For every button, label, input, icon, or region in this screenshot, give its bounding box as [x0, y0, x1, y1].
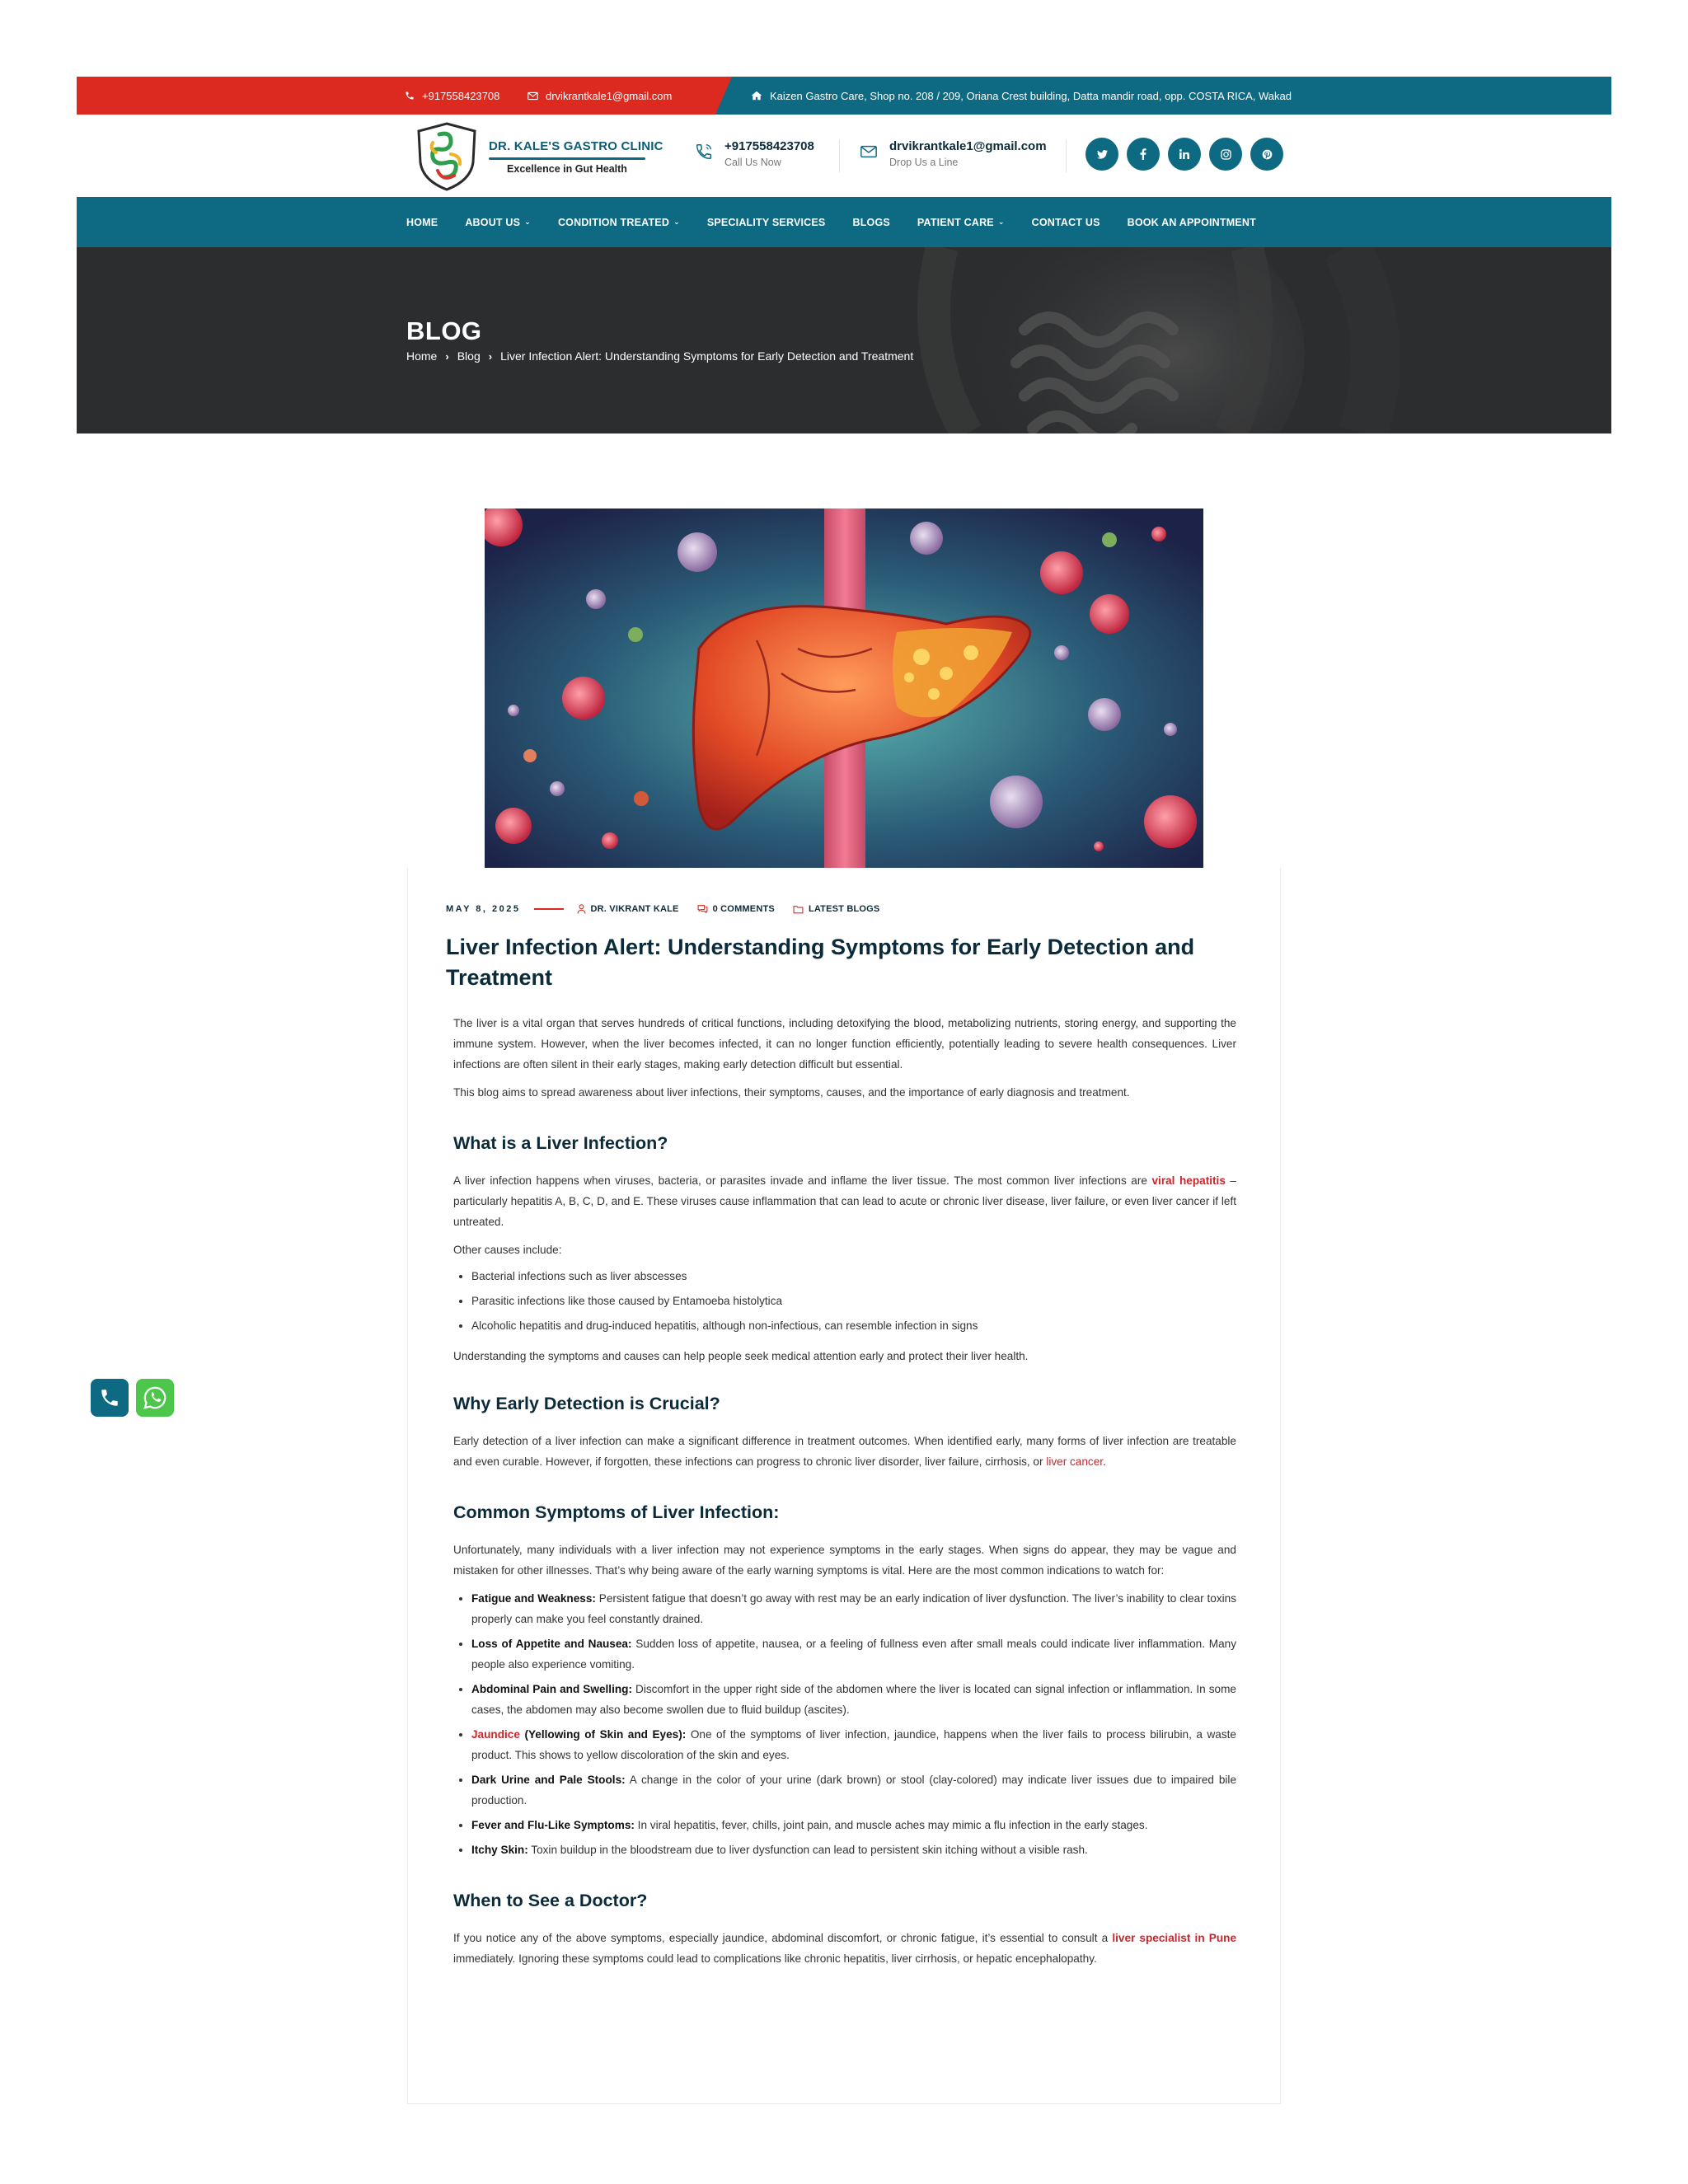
symptom-text: A change in the color of your urine (dark brown) or stool (clay-colored) may indicate liver issues due to impaired bile production. [471, 1774, 1237, 1807]
symptom-term: Itchy Skin: [471, 1844, 528, 1856]
nav-speciality-services[interactable] [707, 217, 826, 228]
comments-icon [697, 904, 708, 914]
symptoms-list [471, 1588, 1236, 1860]
paragraph [453, 1928, 1236, 1969]
nav-home[interactable] [406, 217, 438, 228]
twitter-icon[interactable] [1085, 138, 1118, 171]
nav-appointment-label: BOOK AN APPOINTMENT [1127, 216, 1256, 228]
topbar-address-text: Kaizen Gastro Care, Shop no. 208 / 209, Oriana Crest building, Datta mandir road, opp. COSTA RICA, Wakad [770, 89, 1292, 102]
social-links [1085, 138, 1283, 171]
post-content [453, 1013, 1236, 1976]
text-span: – particularly hepatitis A, B, C, D, and E. These viruses cause inflammation that can lead to acute or chronic liver disease, liver failure, or even liver cancer if left untreated. [453, 1174, 1236, 1228]
breadcrumb-blog[interactable]: Blog [457, 349, 481, 363]
envelope-icon [528, 91, 538, 101]
section-heading: When to See a Doctor? [453, 1891, 648, 1910]
section-heading: What is a Liver Infection? [453, 1133, 668, 1153]
post-author[interactable] [577, 904, 679, 914]
page-title: BLOG [406, 316, 482, 345]
text-span: A liver infection happens when viruses, bacteria, or parasites invade and inflame the liver tissue. The most common liver infections are [453, 1174, 1152, 1187]
meta-divider [534, 908, 564, 910]
header-phone-label: Call Us Now [724, 157, 781, 168]
phone-icon [405, 91, 415, 101]
liver-specialist-link[interactable]: liver specialist in Pune [1112, 1932, 1236, 1944]
envelope-outline-icon [860, 143, 878, 161]
header-divider [839, 139, 840, 172]
list-item: • Parasitic infections like those caused by Entamoeba histolytica [471, 1291, 1236, 1311]
breadcrumb [406, 349, 913, 363]
symptom-term: Abdominal Pain and Swelling: [471, 1683, 632, 1695]
viral-hepatitis-link[interactable]: viral hepatitis [1151, 1174, 1226, 1187]
logo-tagline: Excellence in Gut Health [507, 162, 627, 175]
breadcrumb-current: Liver Infection Alert: Understanding Symptoms for Early Detection and Treatment [500, 349, 914, 363]
jaundice-link[interactable]: Jaundice [471, 1728, 520, 1741]
facebook-icon[interactable] [1127, 138, 1160, 171]
section-heading: Why Early Detection is Crucial? [453, 1394, 720, 1413]
post-date: MAY 8, 2025 [446, 904, 521, 914]
phone-call-icon [695, 143, 713, 161]
list-item [471, 1840, 1236, 1860]
post-meta [446, 904, 898, 914]
logo-underline [489, 157, 645, 160]
home-icon [751, 91, 762, 101]
logo-title: DR. KALE'S GASTRO CLINIC [489, 138, 663, 153]
symptom-term: Loss of Appetite and Nausea: [471, 1638, 632, 1650]
nav-contact-label: CONTACT US [1031, 216, 1100, 228]
header-phone-block[interactable] [695, 139, 814, 168]
linkedin-icon[interactable] [1168, 138, 1201, 171]
post-comments[interactable] [697, 904, 775, 914]
nav-contact-us[interactable] [1032, 217, 1100, 228]
symptom-text: Discomfort in the upper right side of the abdomen where the liver is located can signal infection or inflammation. In some cases, the abdomen may also become swollen due to fluid buildup (ascites). [471, 1683, 1236, 1716]
article-card [407, 868, 1281, 2104]
nav-blogs-label: BLOGS [852, 216, 890, 228]
nav-blogs[interactable] [852, 217, 889, 228]
floating-whatsapp-button[interactable] [136, 1379, 174, 1417]
chevron-right-icon: › [488, 349, 493, 363]
chevron-down-icon: ⌄ [673, 218, 680, 226]
list-item [471, 1588, 1236, 1629]
header-phone-number: +917558423708 [724, 139, 814, 153]
intro-paragraph: The liver is a vital organ that serves hundreds of critical functions, including detoxifying the blood, metabolizing nutrients, storing energy, and supporting the immune system. However, when the liver becomes infected, it can no longer function efficiently, potentially leading to severe health consequences. Liver infections are often silent in their early stages, making early detection difficult but essential. [453, 1017, 1236, 1071]
chevron-right-icon: › [445, 349, 449, 363]
breadcrumb-home[interactable]: Home [406, 349, 438, 363]
top-bar [77, 77, 1611, 115]
nav-home-label: HOME [406, 216, 438, 228]
list-item: • Bacterial infections such as liver abscesses [471, 1266, 1236, 1286]
header-email-block[interactable] [860, 139, 1047, 168]
post-title: Liver Infection Alert: Understanding Symptoms for Early Detection and Treatment [446, 935, 1195, 990]
whatsapp-icon [143, 1385, 167, 1410]
site-logo[interactable] [415, 121, 663, 192]
featured-liver-image [485, 509, 1203, 868]
nav-patient-care[interactable] [917, 217, 1005, 228]
header-divider [1066, 139, 1067, 172]
header-email-label: Drop Us a Line [889, 157, 959, 168]
text-span: . [1103, 1455, 1106, 1468]
causes-list [471, 1266, 1236, 1336]
floating-call-button[interactable] [91, 1379, 129, 1417]
symptom-text: Sudden loss of appetite, nausea, or a feeling of fullness even after small meals could indicate liver inflammation. Many people also experience vomiting. [471, 1638, 1236, 1671]
list-item [471, 1633, 1236, 1675]
topbar-email-text: drvikrantkale1@gmail.com [546, 89, 673, 102]
phone-icon [99, 1387, 120, 1408]
folder-icon [793, 905, 804, 914]
symptom-term: Fatigue and Weakness: [471, 1592, 596, 1605]
nav-patient-label: PATIENT CARE [917, 216, 994, 228]
paragraph [453, 1431, 1236, 1472]
page-hero-banner [77, 247, 1611, 434]
chevron-down-icon: ⌄ [997, 218, 1005, 226]
paragraph: Understanding the symptoms and causes can help people seek medical attention early and protect their liver health. [453, 1350, 1029, 1362]
clinic-shield-logo-icon [415, 121, 479, 192]
topbar-phone-text: +917558423708 [422, 89, 500, 102]
liver-cancer-link[interactable]: liver cancer [1046, 1455, 1104, 1468]
paragraph: Other causes include: [453, 1244, 562, 1256]
topbar-email[interactable] [528, 77, 672, 115]
nav-speciality-label: SPECIALITY SERVICES [706, 216, 826, 228]
symptom-term: (Yellowing of Skin and Eyes): [519, 1728, 687, 1741]
symptom-text: Persistent fatigue that doesn’t go away with rest may be an early indication of liver dysfunction. The liver’s inability to clear toxins properly can make you feel constantly drained. [471, 1592, 1236, 1625]
symptom-term: Dark Urine and Pale Stools: [471, 1774, 626, 1786]
paragraph [453, 1170, 1236, 1232]
symptom-text: Toxin buildup in the bloodstream due to liver dysfunction can lead to persistent skin itching without a visible rash. [528, 1844, 1088, 1856]
text-span: immediately. Ignoring these symptoms could lead to complications like chronic hepatitis, liver cirrhosis, or hepatic encephalopathy. [453, 1952, 1097, 1965]
nav-book-appointment[interactable] [1128, 217, 1256, 228]
user-icon [577, 904, 586, 914]
list-item [471, 1815, 1236, 1835]
topbar-address [751, 77, 1292, 115]
symptom-text: In viral hepatitis, fever, chills, joint pain, and muscle aches may mimic a flu infection in the early stages. [634, 1819, 1148, 1831]
intro-paragraph: This blog aims to spread awareness about liver infections, their symptoms, causes, and the importance of early diagnosis and treatment. [453, 1086, 1130, 1099]
nav-condition-treated[interactable] [558, 217, 680, 228]
post-comments-count: 0 COMMENTS [712, 904, 775, 914]
pinterest-icon[interactable] [1250, 138, 1283, 171]
paragraph: Unfortunately, many individuals with a liver infection may not experience symptoms in the early stages. When signs do appear, they may be vague and mistaken for other illnesses. That’s why being aware of the early warning symptoms is vital. Here are the most common indications to watch for: [453, 1544, 1236, 1577]
text-span: Early detection of a liver infection can make a significant difference in treatment outcomes. When identified early, many forms of liver infection are treatable and even curable. However, if forgotten, these infections can progress to chronic liver disorder, liver failure, cirrhosis, or [453, 1435, 1236, 1468]
post-category[interactable] [793, 904, 880, 914]
list-item [471, 1724, 1236, 1765]
intestine-background-image [77, 247, 1611, 434]
site-header [77, 115, 1611, 197]
list-item [471, 1679, 1236, 1720]
symptom-term: Fever and Flu-Like Symptoms: [471, 1819, 635, 1831]
main-navigation [77, 197, 1611, 247]
nav-about-label: ABOUT US [465, 216, 521, 228]
section-heading: Common Symptoms of Liver Infection: [453, 1502, 780, 1522]
list-item [471, 1769, 1236, 1811]
list-item: • Alcoholic hepatitis and drug-induced hepatitis, although non-infectious, can resemble infection in signs [471, 1315, 1236, 1336]
post-author-name: DR. VIKRANT KALE [590, 904, 679, 914]
text-span: If you notice any of the above symptoms, especially jaundice, abdominal discomfort, or chronic fatigue, it’s essential to consult a [453, 1932, 1113, 1944]
topbar-phone[interactable] [405, 77, 499, 115]
post-category-name: LATEST BLOGS [808, 904, 880, 914]
nav-about-us[interactable] [465, 217, 531, 228]
symptom-text: One of the symptoms of liver infection, jaundice, happens when the liver fails to process bilirubin, a waste product. This shows to yellow discoloration of the skin and eyes. [471, 1728, 1236, 1761]
chevron-down-icon: ⌄ [524, 218, 531, 226]
instagram-icon[interactable] [1209, 138, 1242, 171]
nav-condition-label: CONDITION TREATED [557, 216, 670, 228]
header-email-address: drvikrantkale1@gmail.com [889, 139, 1047, 153]
liver-virus-illustration [485, 509, 1203, 868]
